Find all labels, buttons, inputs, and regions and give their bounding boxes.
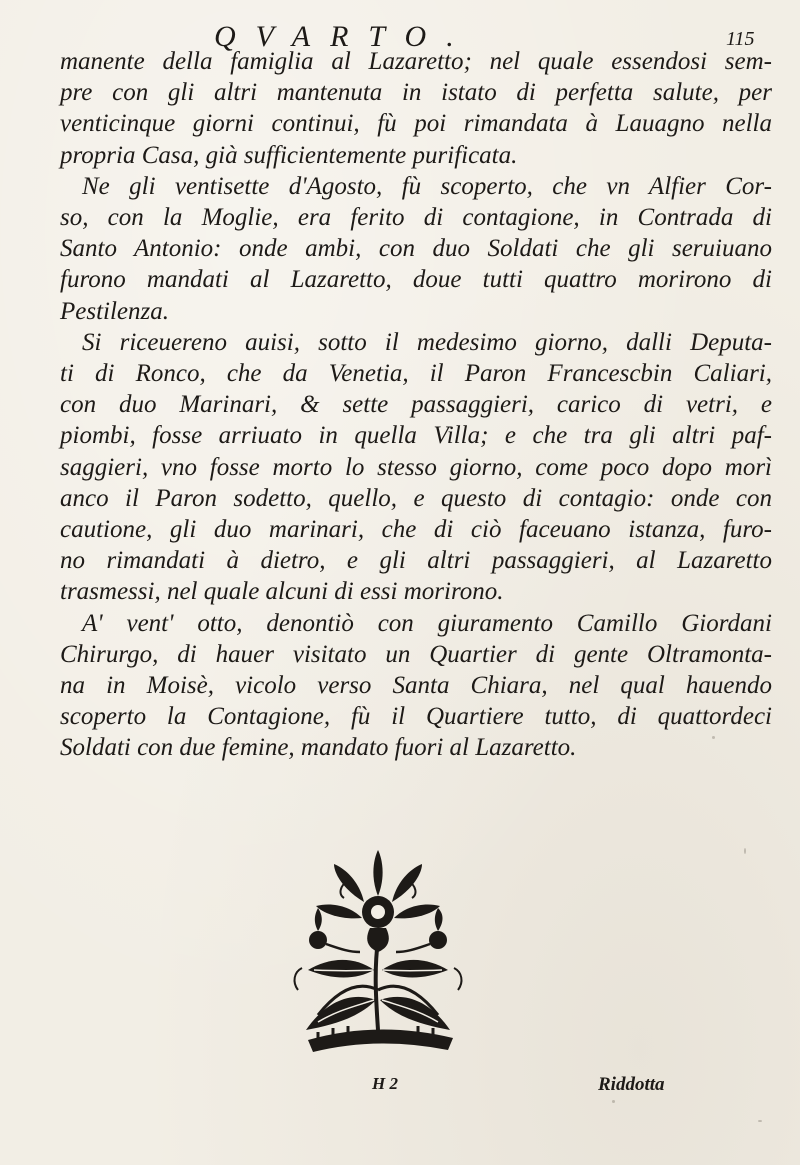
catchword: Riddotta <box>598 1074 665 1095</box>
text-line: saggieri, vno fosse morto lo stesso giorno, come poco dopo morì <box>60 453 772 481</box>
paragraph-start-line: A' vent' otto, denontiò con giuramento Camillo Giordani <box>82 609 772 637</box>
floral-woodcut-icon <box>278 840 478 1055</box>
running-title: QVARTO. <box>214 20 474 53</box>
paragraph-start-line: Ne gli ventisette d'Agosto, fù scoperto, che vn Alfier Cor- <box>82 172 772 200</box>
text-line: trasmessi, nel quale alcuni di essi morirono. <box>60 578 504 606</box>
paper-speck <box>744 848 746 854</box>
text-line: con duo Marinari, & sette passaggieri, carico di vetri, e <box>60 391 772 419</box>
paper-speck <box>712 736 715 739</box>
paper-speck <box>758 1120 762 1122</box>
text-line: pre con gli altri mantenuta in istato di perfetta salute, per <box>60 79 772 107</box>
text-line: na in Moisè, vicolo verso Santa Chiara, nel qual hauendo <box>60 672 772 700</box>
text-line: Pestilenza. <box>60 297 170 325</box>
paper-speck <box>612 1100 615 1103</box>
text-line: so, con la Moglie, era ferito di contagione, in Contrada di <box>60 204 772 232</box>
text-line: no rimandati à dietro, e gli altri passaggieri, al Lazaretto <box>60 547 772 575</box>
text-line: Soldati con due femine, mandato fuori al Lazaretto. <box>60 734 577 762</box>
text-line: ti di Ronco, che da Venetia, il Paron Francescbin Caliari, <box>60 360 772 388</box>
signature-mark: H 2 <box>372 1074 398 1093</box>
paragraph-start-line: Si riceuereno auisi, sotto il medesimo giorno, dalli Deputa- <box>82 328 772 356</box>
text-line: manente della famiglia al Lazaretto; nel quale essendosi sem- <box>60 48 772 75</box>
text-line: Santo Antonio: onde ambi, con duo Soldati che gli seruiuano <box>60 235 772 263</box>
text-line: piombi, fosse arriuato in quella Villa; e che tra gli altri paf- <box>60 422 772 450</box>
text-line: scoperto la Contagione, fù il Quartiere tutto, di quattordeci <box>60 703 772 731</box>
text-line: anco il Paron sodetto, quello, e questo di contagio: onde con <box>60 484 772 512</box>
text-line: furono mandati al Lazaretto, doue tutti quattro morirono di <box>60 266 772 294</box>
text-line: cautione, gli duo marinari, che di ciò faceuano istanza, furo- <box>60 516 772 544</box>
page-number: 115 <box>726 28 755 50</box>
text-line: Chirurgo, di hauer visitato un Quartier di gente Oltramonta- <box>60 640 772 668</box>
text-line: propria Casa, già sufficientemente purificata. <box>60 141 518 169</box>
body-text <box>60 46 772 764</box>
text-line: venticinque giorni continui, fù poi rimandata à Lauagno nella <box>60 110 772 138</box>
